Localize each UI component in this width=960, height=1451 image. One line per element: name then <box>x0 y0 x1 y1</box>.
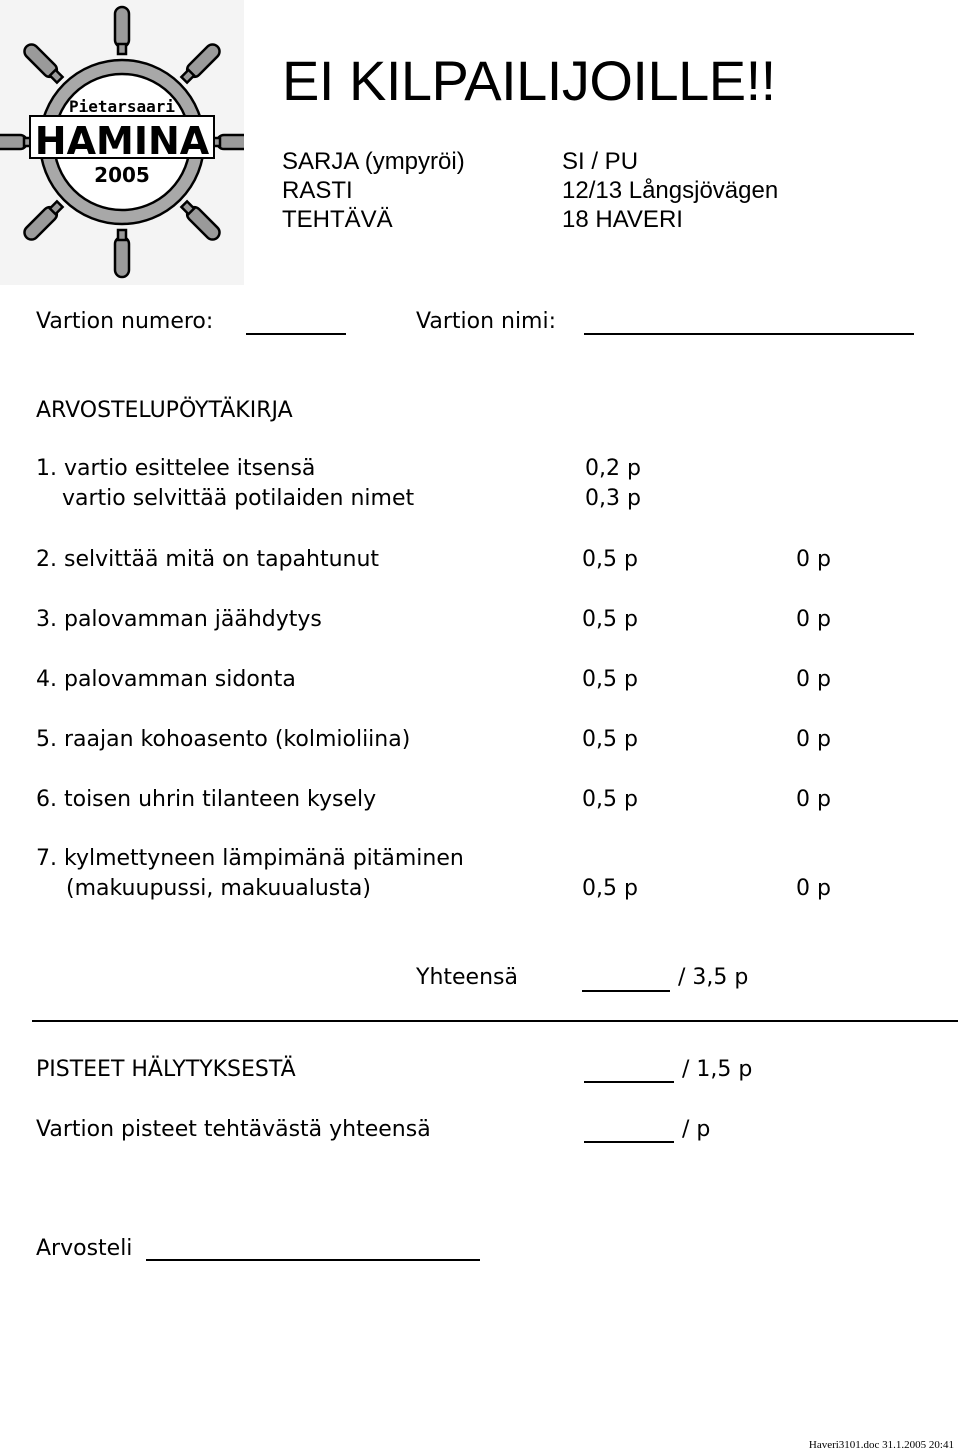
patrol-name-label: Vartion nimi: <box>416 309 557 334</box>
item-points: 0,5 p <box>582 876 638 901</box>
patrol-name-field[interactable] <box>584 333 914 335</box>
hamina-logo <box>0 0 244 285</box>
station-label: RASTI <box>282 177 353 204</box>
protocol-heading: ARVOSTELUPÖYTÄKIRJA <box>36 398 293 423</box>
total-label: Yhteensä <box>416 965 518 990</box>
section-divider <box>32 1020 958 1022</box>
alarm-points-field[interactable] <box>584 1081 674 1083</box>
item-text: 5. raajan kohoasento (kolmioliina) <box>36 727 411 752</box>
task-label: TEHTÄVÄ <box>282 206 393 233</box>
judge-signature-field[interactable] <box>146 1259 480 1261</box>
page-title: EI KILPAILIJOILLE!! <box>282 49 776 112</box>
alarm-points-label: PISTEET HÄLYTYKSESTÄ <box>36 1057 296 1082</box>
alarm-points-max: / 1,5 p <box>682 1057 753 1082</box>
item-points: 0,5 p <box>582 607 638 632</box>
item-zero-points: 0 p <box>796 727 831 752</box>
item-text: 6. toisen uhrin tilanteen kysely <box>36 787 377 812</box>
item-text: 1. vartio esittelee itsensä <box>36 456 316 481</box>
total-field[interactable] <box>582 990 670 992</box>
item-zero-points: 0 p <box>796 787 831 812</box>
grand-total-field[interactable] <box>584 1141 674 1143</box>
item-points: 0,2 p <box>585 456 641 481</box>
item-text: 4. palovamman sidonta <box>36 667 296 692</box>
grand-total-max: / p <box>682 1117 711 1142</box>
patrol-number-label: Vartion numero: <box>36 309 214 334</box>
station-value: 12/13 Långsjövägen <box>562 177 779 204</box>
item-zero-points: 0 p <box>796 876 831 901</box>
item-text: vartio selvittää potilaiden nimet <box>62 486 415 511</box>
item-text: (makuupussi, makuualusta) <box>66 876 371 901</box>
item-points: 0,3 p <box>585 486 641 511</box>
series-label: SARJA (ympyröi) <box>282 148 465 175</box>
item-zero-points: 0 p <box>796 667 831 692</box>
logo-main-text: HAMINA <box>34 119 210 163</box>
item-text: 7. kylmettyneen lämpimänä pitäminen <box>36 846 464 871</box>
total-max: / 3,5 p <box>678 965 749 990</box>
series-value: SI / PU <box>562 148 639 175</box>
item-points: 0,5 p <box>582 547 638 572</box>
grand-total-label: Vartion pisteet tehtävästä yhteensä <box>36 1117 431 1142</box>
patrol-number-field[interactable] <box>246 333 346 335</box>
item-text: 3. palovamman jäähdytys <box>36 607 322 632</box>
ship-wheel-icon <box>0 0 244 285</box>
item-points: 0,5 p <box>582 667 638 692</box>
item-zero-points: 0 p <box>796 607 831 632</box>
item-points: 0,5 p <box>582 787 638 812</box>
judge-label: Arvosteli <box>36 1236 133 1261</box>
item-text: 2. selvittää mitä on tapahtunut <box>36 547 380 572</box>
item-points: 0,5 p <box>582 727 638 752</box>
logo-top-text: Pietarsaari <box>69 97 175 116</box>
task-value: 18 HAVERI <box>562 206 683 233</box>
item-zero-points: 0 p <box>796 547 831 572</box>
logo-year-text: 2005 <box>94 163 150 187</box>
document-footer: Haveri3101.doc 31.1.2005 20:41 <box>808 1439 954 1451</box>
